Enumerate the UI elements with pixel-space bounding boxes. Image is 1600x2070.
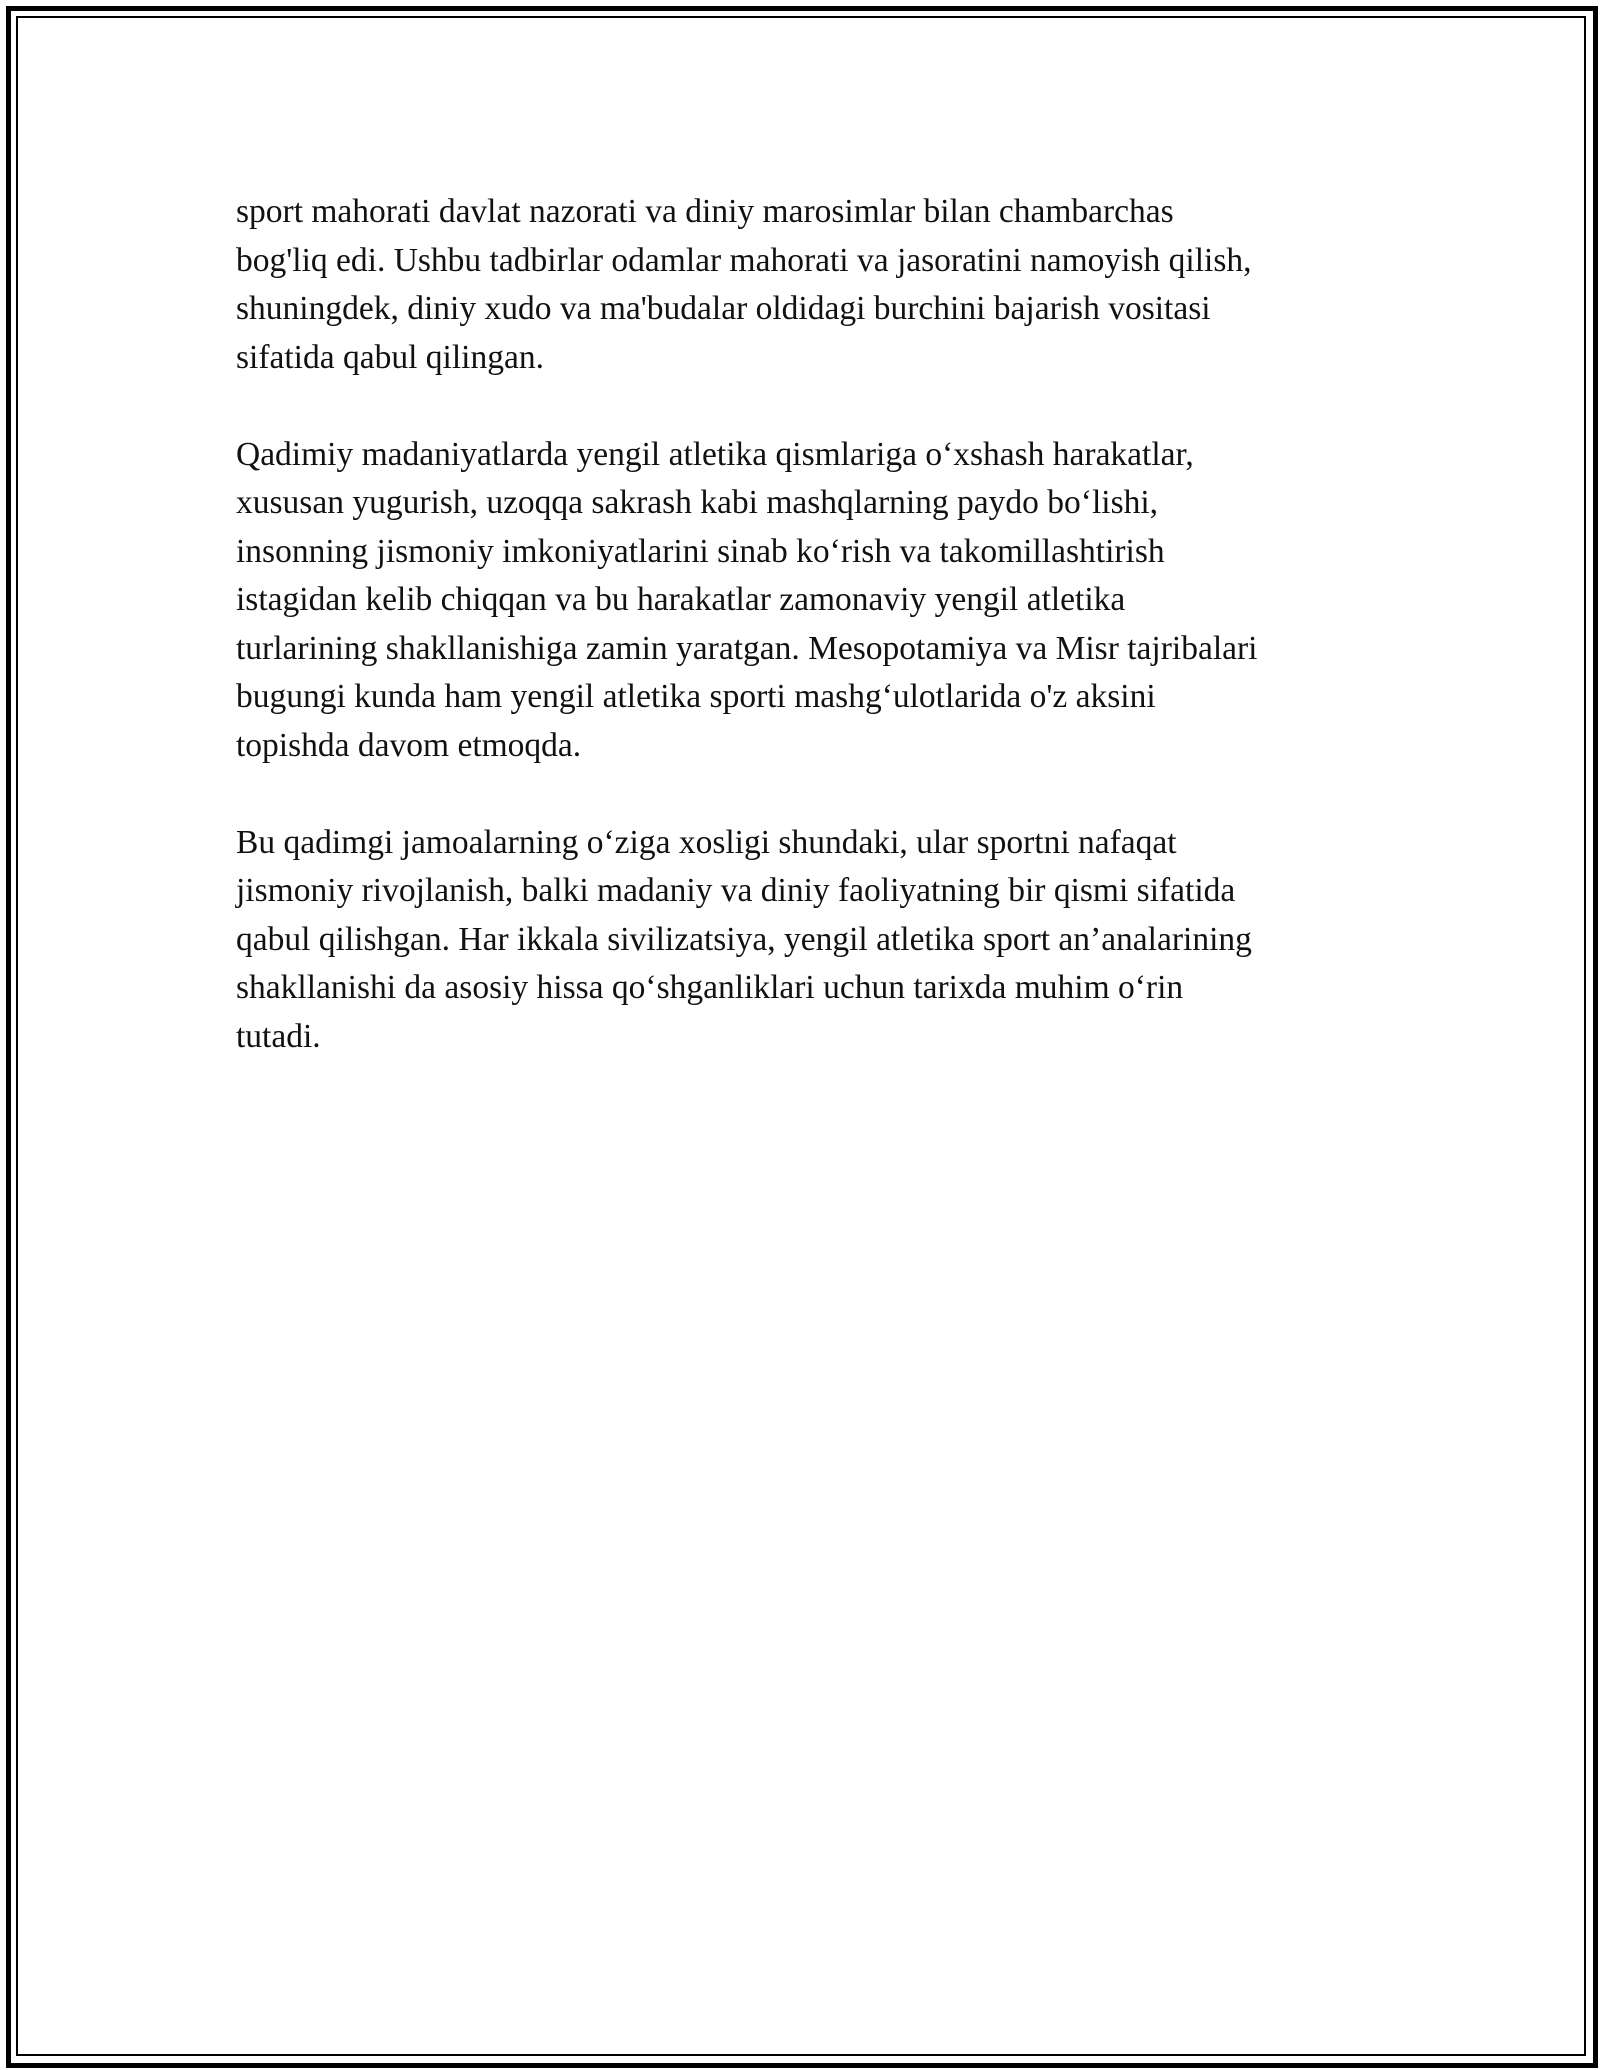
text-line: insonning jismoniy imkoniyatlarini sinab ko‘rish va takomillashtirish [236,532,1165,570]
text-line: sifatida qabul qilingan. [236,338,544,376]
paragraph-1 [236,188,1366,382]
text-line: shakllanishi da asosiy hissa qo‘shganliklari uchun tarixda muhim o‘rin [236,969,1184,1006]
text-line: xususan yugurish, uzoqqa sakrash kabi mashqlarning paydo bo‘lishi, [236,484,1159,521]
text-line: shuningdek, diniy xudo va ma'budalar oldidagi burchini bajarish vositasi [236,290,1211,327]
text-line: bog'liq edi. Ushbu tadbirlar odamlar mahorati va jasoratini namoyish qilish, [236,241,1252,279]
document-body [236,188,1366,1110]
text-line: bugungi kunda ham yengil atletika sporti mashg‘ulotlarida o'z aksini [236,678,1156,715]
text-line: Qadimiy madaniyatlarda yengil atletika qismlariga o‘xshash harakatlar, [236,435,1194,473]
text-line: jismoniy rivojlanish, balki madaniy va diniy faoliyatning bir qismi sifatida [236,872,1236,909]
paragraph-3 [236,819,1366,1062]
text-line: turlarining shakllanishiga zamin yaratgan. Mesopotamiya va Misr tajribalari [236,629,1258,667]
text-line: istagidan kelib chiqqan va bu harakatlar zamonaviy yengil atletika [236,581,1126,618]
text-line: topishda davom etmoqda. [236,726,582,764]
text-line: sport mahorati davlat nazorati va diniy marosimlar bilan chambarchas [236,193,1174,230]
text-line: qabul qilishgan. Har ikkala sivilizatsiya, yengil atletika sport an’analarining [236,920,1252,958]
paragraph-2 [236,431,1366,771]
text-line: tutadi. [236,1017,321,1055]
text-line: Bu qadimgi jamoalarning o‘ziga xosligi shundaki, ular sportni nafaqat [236,823,1177,861]
